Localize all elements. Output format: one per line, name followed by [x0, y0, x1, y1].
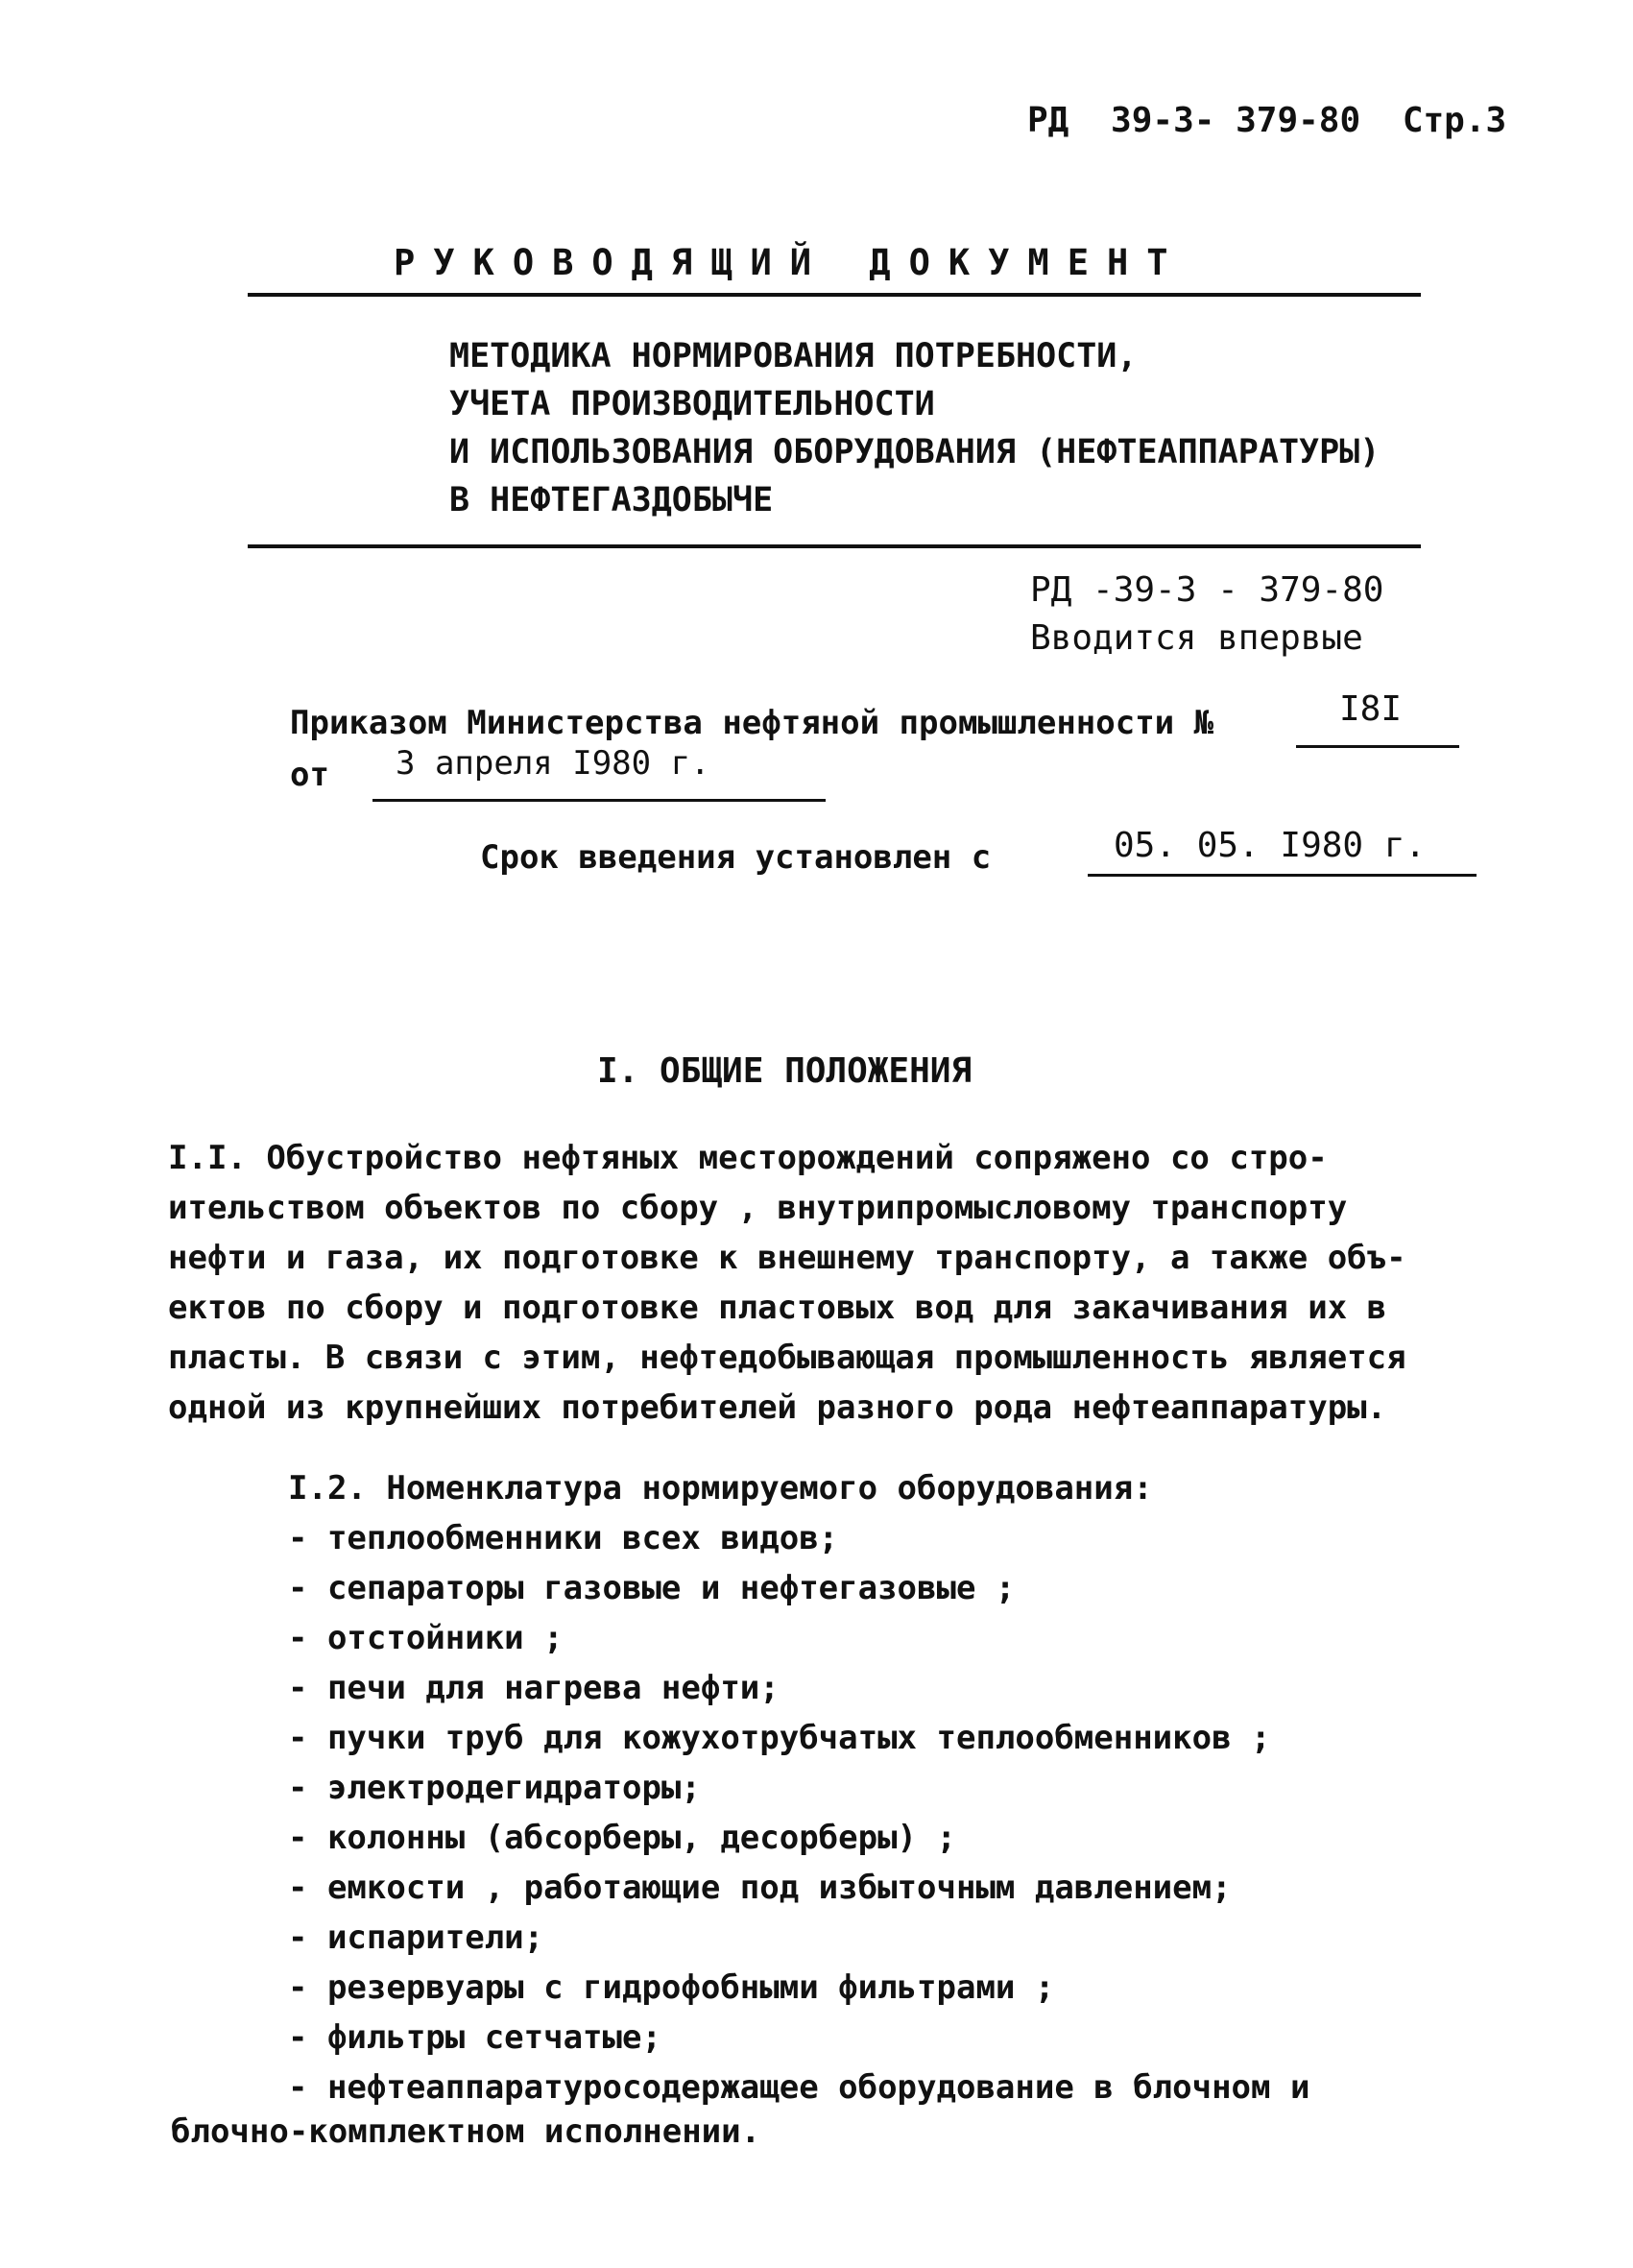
list-tail: блочно-комплектном исполнении.	[171, 2112, 761, 2151]
list-item: - пучки труб для кожухотрубчатых теплообменников ;	[288, 1719, 1271, 1757]
list-item: - печи для нагрева нефти;	[288, 1669, 780, 1707]
header-rd: РД	[1027, 101, 1069, 140]
subtitle-line: МЕТОДИКА НОРМИРОВАНИЯ ПОТРЕБНОСТИ,	[449, 337, 1138, 375]
list-intro: I.2. Номенклатура нормируемого оборудования:	[288, 1469, 1153, 1508]
order-text: Приказом Министерства нефтяной промышленности №	[290, 704, 1214, 742]
list-item: - нефтеаппаратуросодержащее оборудование в блочном и	[288, 2068, 1310, 2107]
subtitle-line: И ИСПОЛЬЗОВАНИЯ ОБОРУДОВАНИЯ (НЕФТЕАППАРАТУРЫ)	[449, 433, 1381, 471]
paragraph-line: нефти и газа, их подготовке к внешнему транспорту, а также объ-	[168, 1239, 1406, 1277]
title-rule-bottom	[248, 544, 1421, 548]
title-rule-top	[248, 293, 1421, 297]
list-item: - электродегидраторы;	[288, 1769, 701, 1807]
term-date-underline	[1088, 874, 1477, 877]
section-title: I. ОБЩИЕ ПОЛОЖЕНИЯ	[597, 1051, 973, 1091]
list-item: - теплообменники всех видов;	[288, 1519, 839, 1557]
order-date-underline	[372, 799, 826, 802]
page-header	[1027, 101, 1527, 140]
paragraph-1-1	[168, 1133, 1406, 1433]
paragraph-line: одной из крупнейших потребителей разного рода нефтеаппаратуры.	[168, 1388, 1387, 1427]
paragraph-line: ительством объектов по сбору , внутрипромысловому транспорту	[168, 1189, 1348, 1227]
header-code: 39-3- 379-80	[1111, 101, 1361, 140]
list-item: - испарители;	[288, 1918, 544, 1957]
term-label: Срок введения установлен с	[480, 838, 992, 877]
document-subtitle	[449, 332, 1380, 524]
list-item: - резервуары с гидрофобными фильтрами ;	[288, 1968, 1055, 2007]
paragraph-line: пласты. В связи с этим, нефтедобывающая промышленность является	[168, 1339, 1406, 1377]
document-code: РД -39-3 - 379-80	[1030, 570, 1384, 610]
list-item: - емкости , работающие под избыточным давлением;	[288, 1869, 1232, 1907]
document-code-block	[1030, 567, 1383, 663]
order-number-underline	[1296, 745, 1459, 748]
paragraph-line: ектов по сбору и подготовке пластовых вод для закачивания их в	[168, 1289, 1387, 1327]
order-date: 3 апреля I980 г.	[396, 744, 710, 783]
list-item: - фильтры сетчатые;	[288, 2018, 661, 2057]
list-item: - отстойники ;	[288, 1619, 564, 1657]
order-from-label: от	[290, 756, 329, 794]
list-item: - колонны (абсорберы, десорберы) ;	[288, 1819, 956, 1857]
order-number: I8I	[1339, 689, 1403, 729]
header-page: Стр.3	[1402, 101, 1507, 140]
document-type-title: РУКОВОДЯЩИЙ ДОКУМЕНТ	[394, 242, 1187, 283]
subtitle-line: УЧЕТА ПРОИЗВОДИТЕЛЬНОСТИ	[449, 385, 935, 423]
term-date: 05. 05. I980 г.	[1114, 826, 1427, 865]
subtitle-line: В НЕФТЕГАЗДОБЫЧЕ	[449, 481, 774, 519]
introduced-note: Вводится впервые	[1030, 618, 1363, 658]
paragraph-line: I.I. Обустройство нефтяных месторождений сопряжено со стро-	[168, 1139, 1328, 1177]
equipment-list	[288, 1463, 1309, 2112]
list-item: - сепараторы газовые и нефтегазовые ;	[288, 1569, 1016, 1607]
